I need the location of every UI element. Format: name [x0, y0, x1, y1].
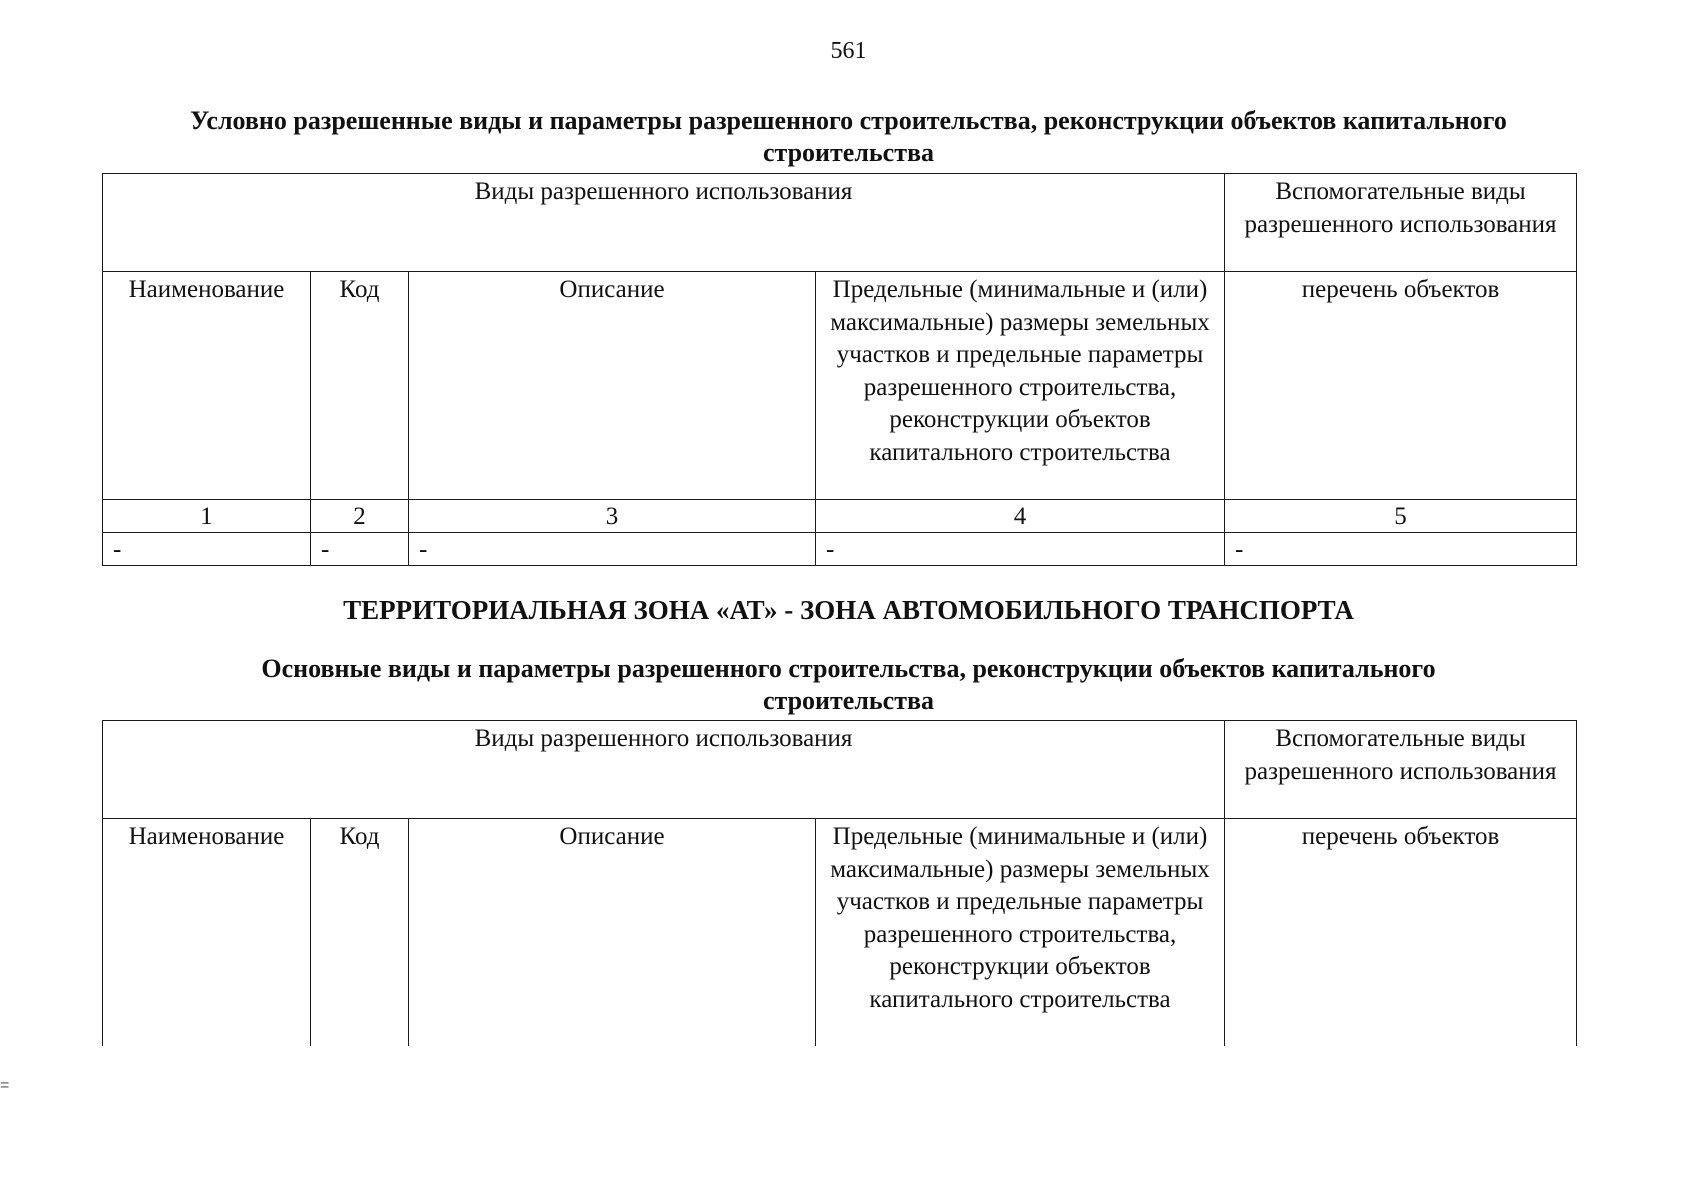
- column-number: 1: [103, 500, 311, 533]
- section2-heading-line2: строительства: [762, 686, 935, 715]
- col-name-header: Наименование: [103, 819, 311, 1047]
- conditional-uses-table: [102, 173, 1577, 566]
- column-number: 3: [409, 500, 816, 533]
- section2-heading-line1: Основные виды и параметры разрешенного строительства, реконструкции объектов капитального: [261, 654, 1436, 683]
- col-limits-header: Предельные (минимальные и (или) максимальные) размеры земельных участков и предельные параметры разрешенного строительства, реконструкции объектов капитального строительства: [816, 272, 1225, 500]
- main-uses-table: [102, 720, 1577, 1046]
- col-description-header: Описание: [409, 819, 816, 1047]
- col-name-header: Наименование: [103, 272, 311, 500]
- zone-heading: ТЕРРИТОРИАЛЬНАЯ ЗОНА «АТ» - ЗОНА АВТОМОБИЛЬНОГО ТРАНСПОРТА: [343, 595, 1354, 625]
- table-cell: -: [103, 533, 311, 566]
- scan-edge-mark: =: [0, 1077, 10, 1094]
- section1-heading-line2: строительства: [762, 138, 935, 167]
- table-cell: -: [311, 533, 409, 566]
- group-header-cell: Виды разрешенного использования: [103, 721, 1225, 819]
- col-limits-header: Предельные (минимальные и (или) максимальные) размеры земельных участков и предельные параметры разрешенного строительства, реконструкции объектов капитального строительства: [816, 819, 1225, 1047]
- column-number: 5: [1225, 500, 1577, 533]
- column-number: 4: [816, 500, 1225, 533]
- aux-header-cell: Вспомогательные виды разрешенного использования: [1225, 721, 1577, 819]
- table-cell: -: [409, 533, 816, 566]
- table-cell: -: [1225, 533, 1577, 566]
- col-code-header: Код: [311, 819, 409, 1047]
- column-numbers-row: [103, 500, 1577, 533]
- aux-header-cell: Вспомогательные виды разрешенного использования: [1225, 174, 1577, 272]
- table-cell: -: [816, 533, 1225, 566]
- section2-heading: [100, 653, 1597, 717]
- section1-heading-line1: Условно разрешенные виды и параметры разрешенного строительства, реконструкции объектов капитального: [190, 106, 1507, 135]
- group-header-cell: Виды разрешенного использования: [103, 174, 1225, 272]
- table-row: [103, 533, 1577, 566]
- col-objects-header: перечень объектов: [1225, 272, 1577, 500]
- col-code-header: Код: [311, 272, 409, 500]
- section1-heading: [100, 105, 1597, 169]
- col-description-header: Описание: [409, 272, 816, 500]
- column-number: 2: [311, 500, 409, 533]
- page-number: 561: [830, 38, 867, 64]
- col-objects-header: перечень объектов: [1225, 819, 1577, 1047]
